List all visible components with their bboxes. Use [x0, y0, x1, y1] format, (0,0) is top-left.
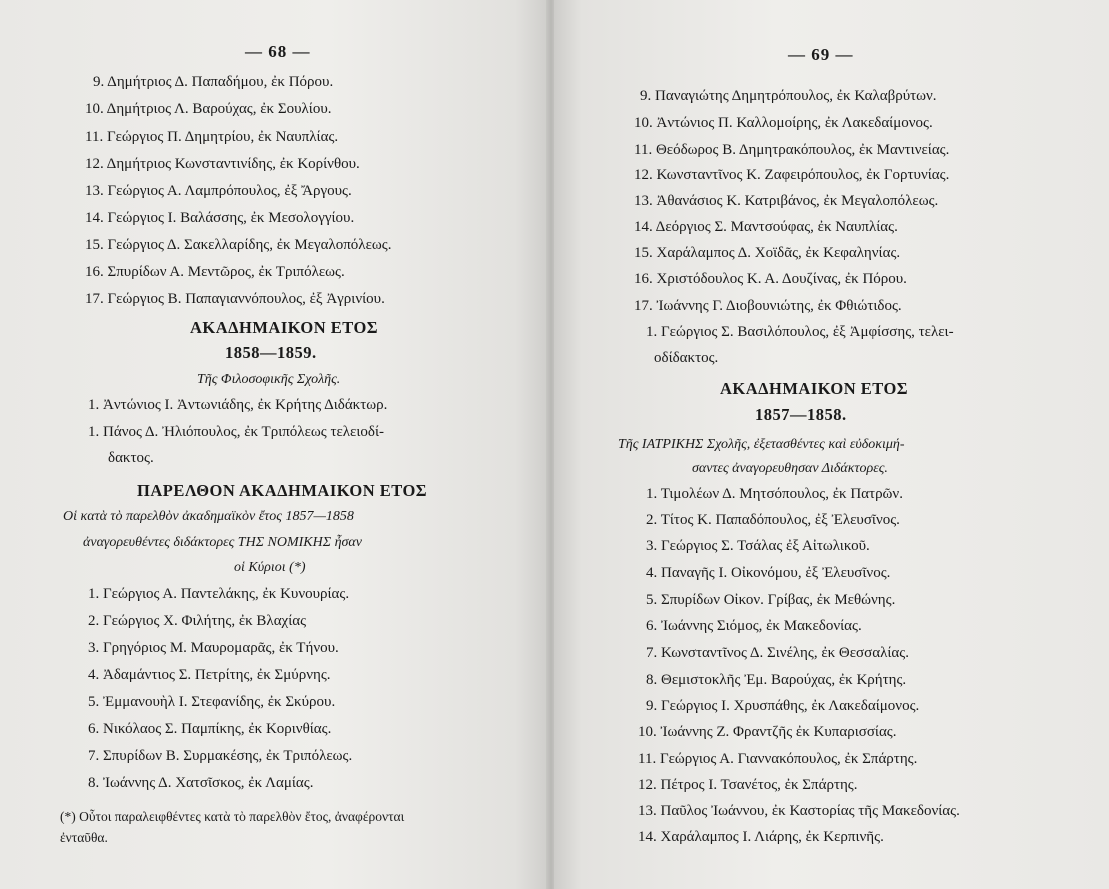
- list-item: 9. Δημήτριος Δ. Παπαδήμου, ἐκ Πόρου.: [93, 74, 334, 90]
- list-item-continuation: δακτος.: [108, 450, 154, 466]
- list-item: 12. Δημήτριος Κωνσταντινίδης, ἐκ Κορίνθου.: [85, 156, 360, 172]
- list-item: 9. Παναγιώτης Δημητρόπουλος, ἐκ Καλαβρύτων.: [640, 88, 937, 104]
- list-item: 16. Χριστόδουλος Κ. Α. Δουζίνας, ἐκ Πόρου.: [634, 271, 907, 287]
- list-item: 9. Γεώργιος Ι. Χρυσπάθης, ἐκ Λακεδαίμονος.: [646, 698, 920, 714]
- list-item: 16. Σπυρίδων Α. Μεντῶρος, ἐκ Τριπόλεως.: [85, 264, 345, 280]
- page-number: — 69 —: [788, 45, 854, 64]
- list-item: 3. Γεώργιος Σ. Τσάλας ἐξ Αἰτωλικοῦ.: [646, 538, 870, 554]
- list-item: 11. Θεόδωρος Β. Δημητρακόπουλος, ἐκ Μαντινείας.: [634, 142, 950, 158]
- list-item: 10. Ἀντώνιος Π. Καλλομοίρης, ἐκ Λακεδαίμονος.: [634, 115, 933, 131]
- list-item: 10. Ἰωάννης Ζ. Φραντζῆς ἐκ Κυπαρισσίας.: [638, 724, 897, 740]
- section-years: 1857—1858.: [755, 405, 847, 424]
- list-item: 4. Παναγῆς Ι. Οἰκονόμου, ἐξ Ἐλευσῖνος.: [646, 565, 891, 581]
- intro-line: ἀναγορευθέντες διδάκτορες ΤΗΣ ΝΟΜΙΚΗΣ ἦσαν: [83, 535, 362, 550]
- section-years: 1858—1859.: [225, 343, 317, 362]
- page-number: — 68 —: [245, 42, 311, 61]
- list-item: 17. Ἰωάννης Γ. Διοβουνιώτης, ἐκ Φθιώτιδος.: [634, 298, 902, 314]
- list-item: 14. Γεώργιος Ι. Βαλάσσης, ἐκ Μεσολογγίου.: [85, 210, 355, 226]
- right-page: [554, 0, 1109, 889]
- list-item: 6. Ἰωάννης Σιόμος, ἐκ Μακεδονίας.: [646, 618, 862, 634]
- list-item: 17. Γεώργιος Β. Παπαγιαννόπουλος, ἐξ Ἀγρινίου.: [85, 291, 385, 307]
- list-item: 13. Ἀθανάσιος Κ. Κατριβάνος, ἐκ Μεγαλοπόλεως.: [634, 193, 939, 209]
- footnote: ἐνταῦθα.: [60, 830, 108, 845]
- list-item: 5. Ἐμμανουὴλ Ι. Στεφανίδης, ἐκ Σκύρου.: [88, 694, 336, 710]
- list-item: 1. Ἀντώνιος Ι. Ἀντωνιάδης, ἐκ Κρήτης Διδάκτωρ.: [88, 397, 388, 413]
- list-item: 13. Γεώργιος Α. Λαμπρόπουλος, ἐξ Ἄργους.: [85, 183, 352, 199]
- list-item: 10. Δημήτριος Λ. Βαρούχας, ἐκ Σουλίου.: [85, 101, 332, 117]
- list-item: 1. Γεώργιος Σ. Βασιλόπουλος, ἐξ Ἀμφίσσης, τελει-: [646, 324, 954, 340]
- list-item: 13. Παῦλος Ἰωάννου, ἐκ Καστορίας τῆς Μακεδονίας.: [638, 803, 960, 819]
- list-item: 7. Σπυρίδων Β. Συρμακέσης, ἐκ Τριπόλεως.: [88, 748, 353, 764]
- list-item-continuation: οδίδακτος.: [654, 350, 719, 366]
- intro-line: Οἱ κατὰ τὸ παρελθὸν ἀκαδημαϊκὸν ἔτος 1857—1858: [63, 509, 354, 524]
- left-page: [0, 0, 548, 889]
- list-item: 15. Χαράλαμπος Δ. Χοϊδᾶς, ἐκ Κεφαληνίας.: [634, 245, 901, 261]
- section-heading: ΑΚΑΔΗΜΑΙΚΟΝ ΕΤΟΣ: [720, 379, 909, 398]
- intro-line: Τῆς ΙΑΤΡΙΚΗΣ Σχολῆς, ἐξετασθέντες καὶ εὐδοκιμή-: [618, 437, 905, 452]
- list-item: 11. Γεώργιος Α. Γιαννακόπουλος, ἐκ Σπάρτης.: [638, 751, 918, 767]
- list-item: 8. Θεμιστοκλῆς Ἐμ. Βαρούχας, ἐκ Κρήτης.: [646, 672, 907, 688]
- list-item: 5. Σπυρίδων Οἰκον. Γρίβας, ἐκ Μεθώνης.: [646, 592, 896, 608]
- section-heading: ΑΚΑΔΗΜΑΙΚΟΝ ΕΤΟΣ: [190, 318, 379, 337]
- list-item: 12. Κωνσταντῖνος Κ. Ζαφειρόπουλος, ἐκ Γορτυνίας.: [634, 167, 950, 183]
- section-heading: ΠΑΡΕΛΘΟΝ ΑΚΑΔΗΜΑΙΚΟΝ ΕΤΟΣ: [137, 481, 428, 500]
- list-item: 12. Πέτρος Ι. Τσανέτος, ἐκ Σπάρτης.: [638, 777, 858, 793]
- list-item: 11. Γεώργιος Π. Δημητρίου, ἐκ Ναυπλίας.: [85, 129, 339, 145]
- list-item: 6. Νικόλαος Σ. Παμπίκης, ἐκ Κορινθίας.: [88, 721, 332, 737]
- list-item: 4. Ἀδαμάντιος Σ. Πετρίτης, ἐκ Σμύρνης.: [88, 667, 331, 683]
- list-item: 1. Γεώργιος Α. Παντελάκης, ἐκ Κυνουρίας.: [88, 586, 350, 602]
- faculty-label: Τῆς Φιλοσοφικῆς Σχολῆς.: [197, 372, 341, 387]
- list-item: 7. Κωνσταντῖνος Δ. Σινέλης, ἐκ Θεσσαλίας.: [646, 645, 909, 661]
- list-item: 1. Πάνος Δ. Ἠλιόπουλος, ἐκ Τριπόλεως τελειοδί-: [88, 424, 384, 440]
- list-item: 15. Γεώργιος Δ. Σακελλαρίδης, ἐκ Μεγαλοπόλεως.: [85, 237, 392, 253]
- footnote: (*) Οὗτοι παραλειφθέντες κατὰ τὸ παρελθὸν ἔτος, ἀναφέρονται: [60, 809, 405, 824]
- list-item: 14. Δεόργιος Σ. Μαντσούφας, ἐκ Ναυπλίας.: [634, 219, 898, 235]
- intro-line: σαντες ἀναγορευθησαν Διδάκτορες.: [692, 461, 888, 476]
- list-item: 3. Γρηγόριος Μ. Μαυρομαρᾶς, ἐκ Τήνου.: [88, 640, 339, 656]
- list-item: 2. Τίτος Κ. Παπαδόπουλος, ἐξ Ἐλευσῖνος.: [646, 512, 900, 528]
- list-item: 8. Ἰωάννης Δ. Χατσῖσκος, ἐκ Λαμίας.: [88, 775, 314, 791]
- intro-line: οἱ Κύριοι (*): [234, 560, 306, 575]
- list-item: 14. Χαράλαμπος Ι. Λιάρης, ἐκ Κερπινῆς.: [638, 829, 884, 845]
- list-item: 2. Γεώργιος Χ. Φιλήτης, ἐκ Βλαχίας: [88, 613, 307, 629]
- list-item: 1. Τιμολέων Δ. Μητσόπουλος, ἐκ Πατρῶν.: [646, 486, 903, 502]
